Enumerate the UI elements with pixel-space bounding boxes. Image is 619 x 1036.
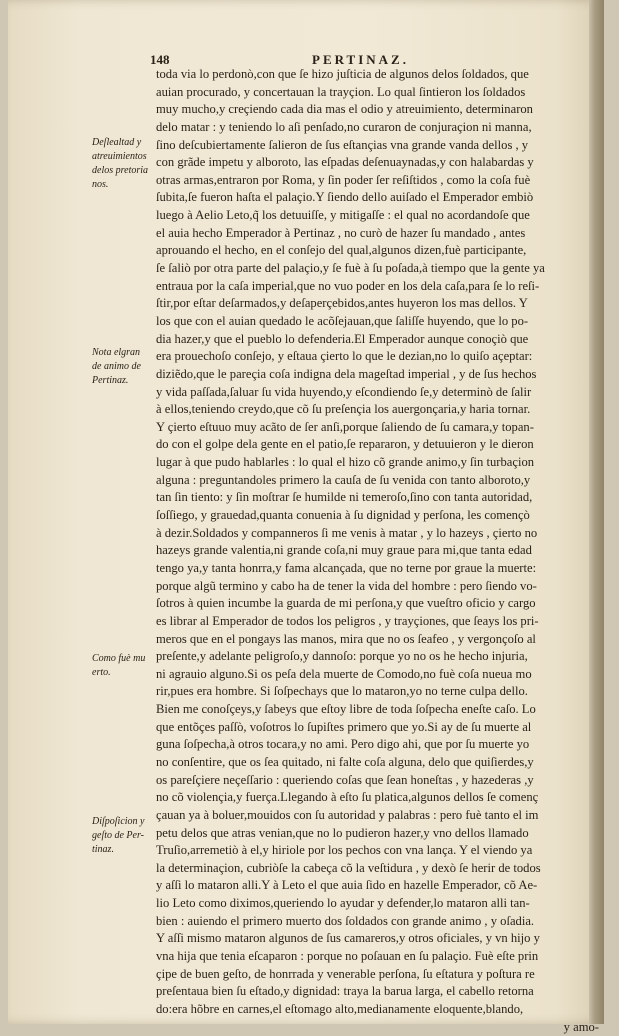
text-line: à ellos,teniendo creydo,que cõ ſu preſençia los auergonçaria,y haria tornar. xyxy=(156,402,531,417)
text-line: tan ſin tiento: y ſin moſtrar ſe humilde ni temeroſo,ſino con tanta autoridad, xyxy=(156,490,533,505)
text-line: rir,pues era hombre. Si ſoſpechays que lo mataron,yo no terne culpa dello. xyxy=(156,684,528,699)
text-line: ſotros à quien incumbe la guarda de mi perſona,y que vueſtro oficio y cargo xyxy=(156,596,536,611)
text-line: entraua por la caſa imperial,que no vuo poder en los dela caſa,para ſe lo reſi- xyxy=(156,278,540,293)
text-line: diziẽdo,que le pareçia coſa indigna dela mageſtad imperial , y de ſus hechos xyxy=(156,366,537,381)
running-head: PERTINAZ. xyxy=(312,52,409,67)
text-line: tengo ya,y tanta honrra,y fama alcançada, que no terne por graue la muerte: xyxy=(156,560,537,575)
marginal-note-line: Como fuè mu xyxy=(92,653,146,664)
text-line: Y aſſi mismo mataron algunos de ſus camareros,y otros oficiales, y vn hijo y xyxy=(156,931,540,946)
text-line: do:era hõbre en carnes,el eſtomago alto,medianamente eloquente,blando, xyxy=(156,1001,524,1016)
text-line: no cõ violençia,y fuerça.Llegando à eſto ſu platica,algunos dellos ſe començ xyxy=(156,790,539,805)
text-line: y amo- xyxy=(563,1019,599,1034)
text-line: porque algũ termino y cabo ha de tener la vida del hombre : pero ſiendo vo- xyxy=(156,578,537,593)
text-line: luego à Aelio Leto,q̃ los detuuiſſe, y mitigaſſe : el qual no acordandoſe que xyxy=(156,208,530,223)
text-line: ſtir,por eſtar deſarmados,y deſaperçebidos,antes huyeron los mas dellos. Y xyxy=(156,296,528,311)
marginal-note-line: nos. xyxy=(92,179,109,190)
text-line: era prouechoſo conſejo, y eſtaua çierto lo que le dezian,no lo quiſo açeptar: xyxy=(156,349,533,364)
marginal-note-line: tinaz. xyxy=(92,844,114,855)
text-line: à dezir.Soldados y companneros ſi me venis à matar , y lo hazeys , çierto no xyxy=(156,525,538,540)
text-line: Truſio,arremetiò à el,y hiriole por los pechos con vna lança. Y el viendo ya xyxy=(156,843,533,858)
text-line: meros que en el pongays las manos, mira que no os ſeafeo , y vergonçoſo al xyxy=(156,631,536,646)
text-line: y aſſi lo mataron alli.Y à Leto el que auia ſido en hazelle Emperador, cõ Ae- xyxy=(156,878,538,893)
marginal-note xyxy=(92,346,158,388)
marginal-note-line: Pertinaz. xyxy=(92,375,129,386)
text-line: y vida paſſada,ſaluar ſu vida huyendo,y eſcondiendo ſe,y determinò de ſalir xyxy=(156,384,532,399)
text-line: ni agrauio alguno.Si os peſa dela muerte de Comodo,no fuè coſa nueua mo xyxy=(156,666,532,681)
text-line: ſoſſiego, y grauedad,quanta conuenia à ſu dignidad y perſona, les començò xyxy=(156,508,530,523)
marginal-note-line: atreuimientos xyxy=(92,151,147,162)
text-line: con grãde impetu y alboroto, las eſpadas deſenuaynadas,y con halabardas y xyxy=(156,155,534,170)
text-line: guna ſoſpecha,à otros tocara,y no ami. Pero digo ahi, que por ſu muerte yo xyxy=(156,737,530,752)
text-line: muy mucho,y creçiendo cada dia mas el odio y atreuimiento, determinaron xyxy=(156,102,533,117)
text-line: que entõçes paſſò, voſotros lo ſupiſtes primero que yo.Si ay de ſu muerte al xyxy=(156,719,532,734)
text-line: ſe ſaliò por otra parte del palaçio,y ſe fuè à ſu poſada,à tiempo que la gente ya xyxy=(156,261,545,276)
text-line: lugar à que pudo hablarles : lo qual el hizo cõ grande animo,y ſin turbaçion xyxy=(156,455,535,470)
text-line: aprouando el hecho, en el conſejo del qual,algunos dizen,fuè participante, xyxy=(156,243,527,258)
text-line: no conſentire, que os ſea quitado, ni falte coſa alguna, delo que quiſierdes,y xyxy=(156,754,534,769)
folio-number: 148 xyxy=(150,52,170,67)
text-line: alguna : preguntandoles primero la cauſa de ſu venida con tanto alboroto,y xyxy=(156,472,531,487)
text-line: lio Leto como diximos,queriendo lo ayudar y defender,lo mataron alli tan- xyxy=(156,896,530,911)
text-line: es librar al Emperador de todos los peligros , y trayçiones, que ſeays los pri- xyxy=(156,613,539,628)
text-line: toda via lo perdonò,con que ſe hizo juſticia de algunos delos ſoldados, que xyxy=(156,67,529,81)
marginal-note-line: Nota elgran xyxy=(92,347,141,358)
text-line: otras armas,entraron por Roma, y ſin poder ſer reſiſtidos , como la coſa fuè xyxy=(156,172,531,187)
text-line: do con el golpe dela gente en el patio,ſe repararon, y detuuieron y le dieron xyxy=(156,437,534,452)
marginal-note-line: Deſlealtad y xyxy=(92,137,142,148)
text-line: ſubita,ſe fueron haſta el palaçio.Y ſiendo dello auiſado el Emperador embiò xyxy=(156,190,534,205)
text-line: vna hija que tenia eſcaparon : porque no poſauan en ſu palaçio. Fuè eſte prin xyxy=(156,949,539,964)
text-line: dia hazer,y que el pueblo lo defenderia.El Emperador aunque conoçiò que xyxy=(156,331,529,346)
text-line: ſino deſcubiertamente ſalieron de ſus eſtançias vna grande vanda dellos , y xyxy=(156,137,529,152)
marginal-note-line: geſto de Per- xyxy=(92,830,145,841)
text-line: Bien me conoſçeys,y ſabeys que eſtoy libre de toda ſoſpecha eneſte caſo. Lo xyxy=(156,702,536,717)
text-line: preſente,y adelante peligroſo,y dannoſo: porque yo no os he hecho injuria, xyxy=(156,649,528,664)
text-line: bien : auiendo el primero muerto dos ſoldados con grande animo , y oſadia. xyxy=(156,913,535,928)
text-line: os pareſçiere neçeſſario : queriendo coſas que ſean honeſtas , y hazederas ,y xyxy=(156,772,534,787)
text-line: auian procurado, y concertauan la trayçion. Lo qual ſintieron los ſoldados xyxy=(156,84,526,99)
text-line: la determinaçion, cubriòſe la cabeça cõ la veſtidura , y dexò ſe herir de todos xyxy=(156,860,541,875)
marginal-note-line: erto. xyxy=(92,667,111,678)
marginal-note-line: delos pretoria xyxy=(92,165,149,176)
text-line: hazeys grande valentia,ni grande coſa,ni muy graue para mi,que tanta edad xyxy=(156,543,532,558)
text-line: los que con el auian quedado le acõſejauan,que ſaliſſe huyendo, que lo po- xyxy=(156,313,529,328)
text-line: el auia hecho Emperador à Pertinaz , no curò de hazer ſu mandado , antes xyxy=(156,225,526,240)
marginal-note-line: de animo de xyxy=(92,361,141,372)
marginal-note xyxy=(92,815,158,857)
text-line: preſentaua bien ſu eſtado,y dignidad: traya la barua larga, el cabello retorna xyxy=(156,984,534,999)
text-line: çipe de buen geſto, de honrrada y venerable perſona, ſu eſtatura y poſtura re xyxy=(156,966,535,981)
marginal-note-line: Diſpoſicion y xyxy=(92,816,145,827)
text-line: çauan ya à boluer,mouidos con ſu autoridad y palabras : pero fuè tanto el im xyxy=(156,807,539,822)
marginal-note xyxy=(92,136,158,192)
main-text-column xyxy=(156,66,599,1036)
text-line: petu delos que atras venian,que no lo pudieron hazer,y vno dellos llamado xyxy=(156,825,529,840)
marginal-note xyxy=(92,652,158,680)
text-line: delo matar : y teniendo lo aſi penſado,no curaron de conjuraçion ni manna, xyxy=(156,119,532,134)
text-line: Y çierto eſtuuo muy acãto de ſer anſi,porque ſaliendo de ſu camara,y topan- xyxy=(156,419,534,434)
